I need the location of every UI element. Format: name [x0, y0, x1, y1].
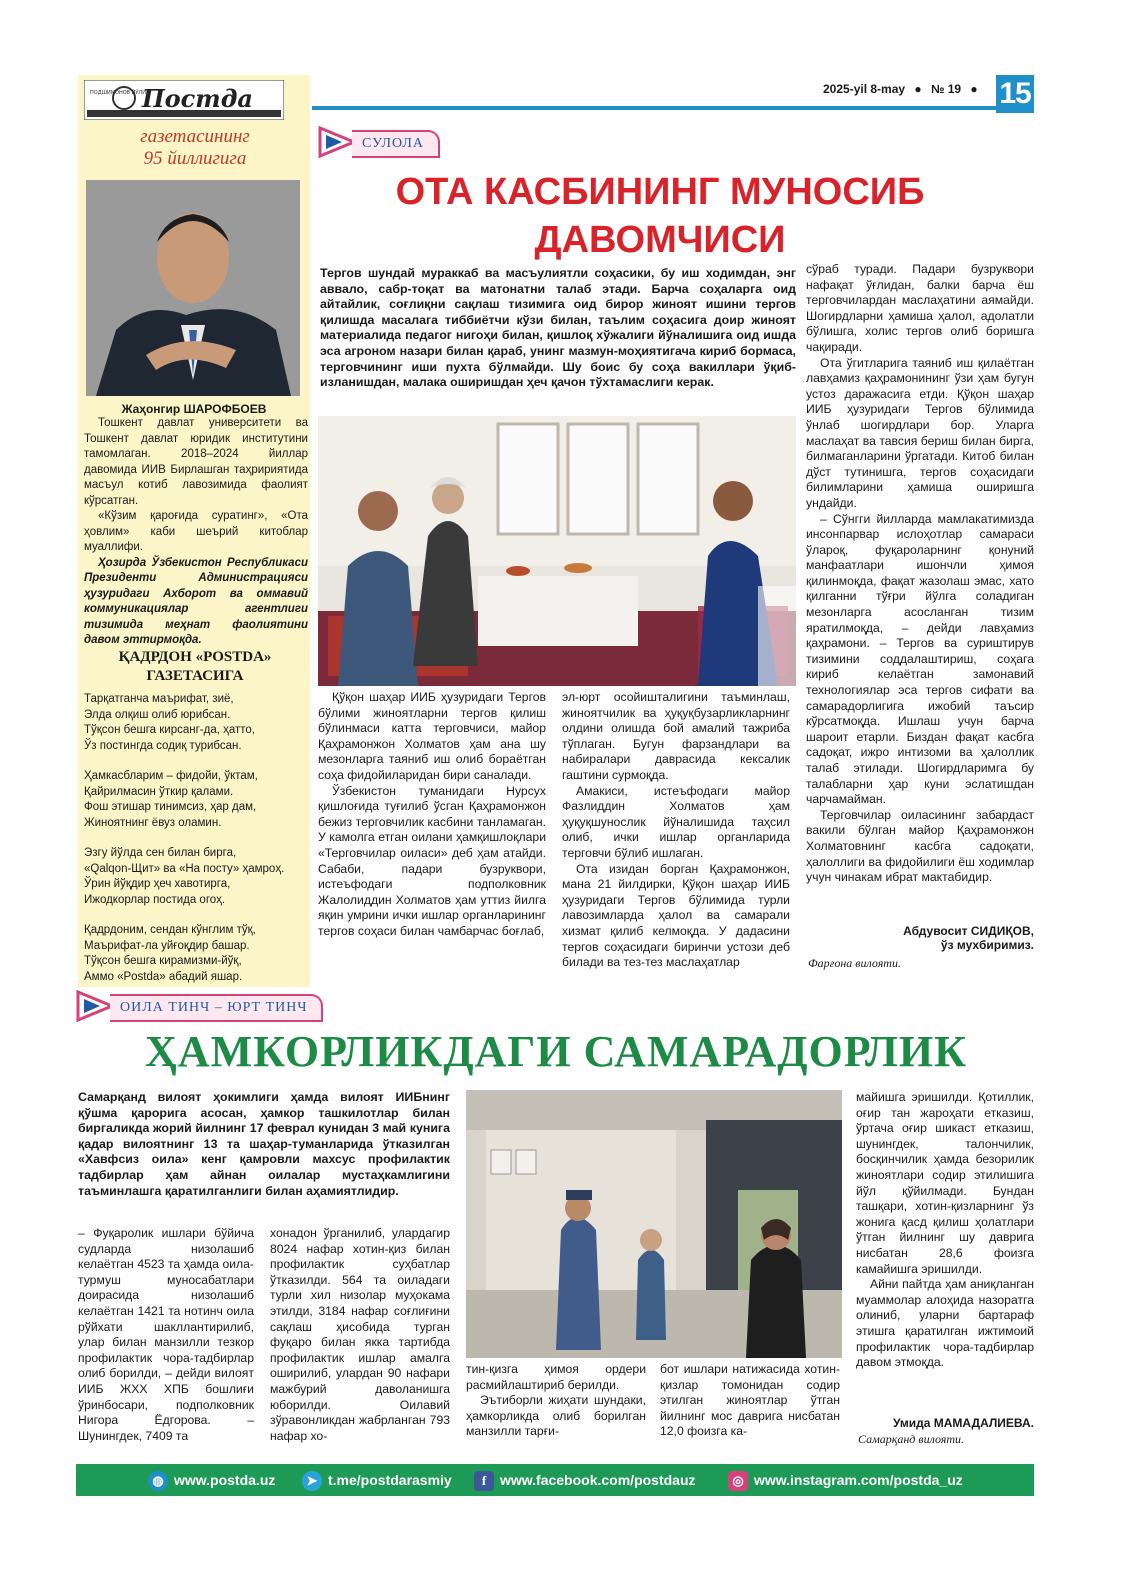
instagram-icon: ◎	[728, 1471, 748, 1491]
article1-photo	[318, 416, 796, 686]
logo-graphic	[84, 80, 284, 120]
article2-column-3	[466, 1362, 646, 1440]
poem-title-line: ГАЗЕТАСИГА	[146, 668, 244, 684]
article1-column-2	[562, 690, 790, 971]
footer-telegram-text: t.me/postdarasmiy	[328, 1472, 452, 1488]
bullet-icon: ●	[970, 82, 978, 96]
article2-location: Самарқанд вилояти.	[858, 1432, 965, 1446]
paragraph: сўраб туради. Падари бузруквори нафақат ўғлидан, балки барча ёш терговчилардан маслаҳатини аямайди. Шогирдларни ҳамиша ҳалол, адолатли бўлишга, холис тергов олиб боришга чақиради.	[806, 262, 1034, 354]
article1-byline	[806, 924, 1034, 952]
person-bio	[84, 416, 308, 649]
paragraph: Қўқон шаҳар ИИБ ҳузуридаги Тергов бўлими жиноятларни тергов қилиш бўлинмаси катта терговчиси, майор Қаҳрамонжон Холматов ҳам ана шу мезонларга таяниб иш олиб бораётган соҳа фидойиларидан бири саналади.	[318, 690, 546, 782]
footer-telegram-link[interactable]	[302, 1469, 452, 1491]
poem-line: Фош этишар тинимсиз, ҳар дам,	[84, 801, 257, 813]
poem-title	[84, 648, 306, 686]
sidebar-subtitle	[84, 126, 306, 170]
footer-facebook-text: www.facebook.com/postdauz	[500, 1472, 696, 1488]
paragraph: Ўзбекистон туманидаги Нурсух қишлоғида туғилиб ўсган Қаҳрамонжон бежиз терговчилик касбини танламаган. У камолга етган оилани ҳамқишлоқлари «Терговчилар оиласи» деб ҳам атайди. Сабаби, падари бузруквори, истеъфодаги подполковник Жалолиддин Холматов ҳам уттиз йилга яқин умрини ички ишлар органларининг тергов соҳаси билан чамбарчас боғлаб,	[318, 783, 546, 938]
paragraph: Ота ўгитларига таяниб иш қилаётган лавҳамиз қаҳрамонининг ўзи ҳам бугун устоз даражасига етди. Қўқон шаҳар ИИБ ҳузуридаги Тергов бўлимида ўнлаб шогирдлари бор. Уларга маслаҳат ва тавсия бериш билан бирга, билмаганларини ўргатади. Китоб билан дўст тутинишга, тергов соҳасидаги билимларини ҳамиша оширишга ундайди.	[806, 355, 1034, 510]
headline-line: ОТА КАСБИНИНГ МУНОСИБ	[395, 171, 925, 213]
header-rule	[312, 106, 997, 110]
article1-headline	[320, 168, 1000, 264]
footer-facebook-link[interactable]	[474, 1469, 696, 1491]
person-name: Жаҳонгир ШАРОФБОЕВ	[121, 402, 267, 416]
article2-byline	[856, 1416, 1034, 1430]
bullet-icon: ●	[914, 82, 922, 96]
poem-line: Ҳамкасбларим – фидойи, ўктам,	[84, 770, 258, 782]
poem-stanza	[84, 769, 308, 831]
poem-line: Ижодкорлар постида огоҳ.	[84, 893, 226, 906]
article1-column-3	[806, 262, 1034, 886]
footer-bar	[76, 1464, 1034, 1496]
poem-line: Маърифат-ла уйғоқдир башар.	[84, 939, 250, 952]
poem-line: Элда олқиш олиб юрибсан.	[84, 708, 231, 721]
article2-column-2: хонадон ўрганилиб, улардагир 8024 нафар хотин-қиз билан профилактик суҳбатлар ўтказилди. 564 та оиладаги турли хил низолар муҳокама этилди, 3184 нафар соғлиғини сақлаш ҳисобида турган фуқаро билан якка тартибда профилактик ишлар амалга оширилиб, улардан 90 нафари мажбурий даволанишга юборилди. Оилавий зўравонликдан жабрланган 793 нафар хо-	[270, 1226, 450, 1443]
page-number: 15	[996, 75, 1034, 113]
paragraph: Амакиси, истеъфодаги майор Фазлиддин Холматов ҳам ҳуқуқшунослик йўналишида таҳсил олиб, ички ишлар органларида терговчи бўлиб ишлаган.	[562, 783, 790, 860]
svg-text:Постда: Постда	[142, 84, 253, 113]
article2-column-4: бот ишлари натижасида хотин-қизлар томонидан содир этилган жиноятлар ўтган йилнинг мос даврига нисбатан 12,0 фоизга ка-	[660, 1362, 840, 1439]
facebook-icon: f	[474, 1471, 494, 1491]
article1-location: Фарғона вилояти.	[808, 956, 901, 970]
poem-line: Аммо «Postda» абадий яшар.	[84, 970, 243, 983]
poem-line: «Qalqon-Щит» ва «На посту» ҳамроҳ.	[84, 862, 285, 875]
article2-headline: ҲАМКОРЛИКДАГИ САМАРАДОРЛИК	[145, 1027, 967, 1076]
poem-stanza	[84, 846, 308, 908]
globe-icon: ◍	[148, 1471, 168, 1491]
bio-paragraph: Тошкент давлат университети ва Тошкент давлат юридик институтини тамомлаган. 2018–2024 йиллар давомида ИИВ Бирлашган таҳририятида масъул котиб лавозимида фаолият кўрсатган.	[84, 417, 308, 507]
rubric-sulola	[318, 126, 518, 156]
poem-line: Ўз постингда содиқ турибсан.	[84, 739, 242, 752]
article1-lead: Тергов шундай мураккаб ва масъулиятли соҳасики, бу иш ходимдан, энг аввало, сабр-тоқат ва матонатни талаб этади. Барча соҳаларга оид айтайлик, соғлиқни сақлаш тизимига оид бирор жиноят ишини тергов қилишда масалага тиббиётчи кўзи билан, таълим соҳасига доир жиноят материалида педагог нигоҳи билан, қишлоқ хўжалиги йўналишига оид ишда эса агроном назари билан қараб, унинг мазмун-моҳиятигача кириб бормаса, терговчининг иши пухта бўлмайди. Шу боис бу соҳа вакиллари ўқиб-изланишдан, малака оширишдан ҳеч қачон тўхтамаслиги керак.	[320, 266, 796, 390]
poem-line: Тарқатганча маърифат, зиё,	[84, 693, 234, 705]
poem-stanza	[84, 923, 308, 985]
poem	[84, 692, 308, 1000]
issue-dateline	[820, 82, 981, 96]
paragraph: Эътиборли жиҳати шундаки, ҳамкорликда олиб борилган манзилли тарғи-	[466, 1393, 646, 1439]
article2-column-5	[856, 1090, 1034, 1371]
newspaper-logo	[84, 80, 284, 120]
poem-line: Тўқсон бешга кирсанг-да, ҳатто,	[84, 724, 255, 736]
subtitle-line: газетасининг	[140, 126, 250, 147]
article2-photo	[466, 1090, 842, 1358]
paragraph: эл-юрт осойишталигини таъминлаш, жиноятчилик ва ҳуқуқбузарликларнинг олдини олишда бой амалий тажриба тўплаган. Бугун фарзандлари ва набиралари даврасида кексалик гаштини сурмоқда.	[562, 690, 790, 782]
footer-instagram-text: www.instagram.com/postda_uz	[754, 1472, 963, 1488]
poem-title-line: ҚАДРДОН «POSTDA»	[118, 649, 272, 665]
poem-line: Қайрилмасин ўткир қалами.	[84, 785, 234, 798]
article2-column-1: – Фуқаролик ишлари бўйича судларда низолашиб келаётган 4523 та ҳамда оила-турмуш муносабатлари доирасида низолашиб келаётган 1421 та нотинч оила рўйхати шакллантирилиб, улар билан манзилли тезкор профилактик чора-тадбирлар олиб борилди, – дейди вилоят ИИБ ЖХХ ХПБ бошлиғи ўринбосари, подполковник Нигора Ёдгорова. – Шунингдек, 7409 та	[78, 1226, 254, 1443]
footer-website-text: www.postda.uz	[174, 1472, 276, 1488]
headline-line: ДАВОМЧИСИ	[534, 219, 786, 261]
paragraph: Терговчилар оиласининг забардаст вакили бўлган майор Қаҳрамонжон Холматовнинг касбга садоқати, ҳалоллиги ва фидойилиги ёш ходимлар учун чинакам ибрат мактабидир.	[806, 807, 1034, 885]
poem-stanza	[84, 692, 308, 754]
article1-column-1	[318, 690, 546, 940]
author-name: Абдувосит СИДИҚОВ,	[903, 924, 1034, 938]
footer-website-link[interactable]	[148, 1469, 275, 1491]
footer-instagram-link[interactable]	[728, 1469, 963, 1491]
rubric-label: СУЛОЛА	[352, 130, 440, 158]
author-name: Умида МАМАДАЛИЕВА.	[893, 1416, 1034, 1430]
bio-paragraph-bold: Ҳозирда Ўзбекистон Республикаси Президенти Администрацияси ҳузуридаги Ахборот ва оммавий коммуникациялар агентлиги тизимида меҳнат фаолиятини давом эттирмоқда.	[84, 556, 308, 646]
rubric-label: ОИЛА ТИНЧ – ЮРТ ТИНЧ	[110, 994, 323, 1022]
author-role: ўз мухбиримиз.	[940, 938, 1034, 952]
subtitle-line: 95 йиллигига	[143, 148, 247, 169]
paragraph: тин-қизга ҳимоя ордери расмийлаштириб берилди.	[466, 1362, 646, 1392]
poem-line: Эзгу йўлда сен билан бирга,	[84, 847, 237, 859]
issue-number: № 19	[931, 82, 962, 96]
bio-paragraph: «Кўзим қароғида суратинг», «Ота ҳовлим» каби шеърий китоблар муаллифи.	[84, 510, 308, 553]
poem-line: Қадрдоним, сендан кўнглим тўқ,	[84, 924, 256, 936]
poem-line: Жиноятнинг ёвуз оламин.	[84, 816, 222, 829]
portrait-photo	[86, 180, 300, 396]
paragraph: Айни пайтда ҳам аниқланган муаммолар алоҳида назоратга олиниб, уларни бартараф этишга қаратилган ижтимоий профилактик чора-тадбирлар давом этмоқда.	[856, 1277, 1034, 1370]
article2-lead: Самарқанд вилоят ҳокимлиги ҳамда вилоят ИИБнинг қўшма қарорига асосан, ҳамкор ташкилотлар билан биргаликда жорий йилнинг 17 феврал кунидан 3 май кунига қадар вилоятнинг 13 та шаҳар-туманларида ўтказилган «Хавфсиз оила» кенг қамровли махсус профилактик тадбирлар ҳам айнан оилалар мустаҳкамлигини таъминлашга қаратилганлиги билан аҳамиятлидир.	[78, 1090, 450, 1198]
paragraph: Ота изидан борган Қаҳрамонжон, мана 21 йилдирки, Қўқон шаҳар ИИБ ҳузуридаги Тергов бўлимида турли лавозимларда ҳалол ва самарали хизмат қилиб келмоқда. У дадасини тергов соҳасидаги биринчи устози деб билади ва тез-тез маслаҳатлар	[562, 861, 790, 970]
poem-line: Тўқсон бешга кирамизми-йўқ,	[84, 955, 242, 967]
rubric-oila	[76, 990, 366, 1020]
svg-text:ПОДШИМОНОВ ЙЎЛИ: ПОДШИМОНОВ ЙЎЛИ	[90, 90, 146, 96]
paragraph: майишга эришилди. Қотиллик, оғир тан жароҳати етказиш, ўртача оғир шикаст етказиш, шунингдек, талончилик, босқинчилик ҳамда безорилик жиноятлари содир этилишига йўл қўйилмади. Бундан ташқари, хотин-қизларнинг ўз жонига қасд қилиш ҳолатлари ўтган йилнинг шу даврига нисбатан 28,6 фоизга камайишга эришилди.	[856, 1090, 1034, 1276]
paragraph: – Сўнгги йилларда мамлакатимизда инсонпарвар ислоҳотлар самараси ўлароқ, фуқароларнинг қонуний манфаатлари ишончли ҳимоя қилинмоқда, фақат жазолаш эмас, хато қилганни тўғри йўлга соладиган мезонларга асосланган тизим яратилмоқда, – дейди лавҳамиз қаҳрамони. – Тергов ва суриштирув тизимини соддалаштириш, соҳага кириб келаётган замонавий технологиялар эса тергов сифати ва самарадорлигига ижобий таъсир кўрсатмоқда. Ишлаш учун барча шароит етарли. Биздан фақат касбга садоқат, ижро интизоми ва ҳалоллик талаб этилади. Шогирдларимга бу талабларни ҳар куни эслатишдан чарчамайман.	[806, 511, 1034, 807]
poem-line: Ўрин йўқдир ҳеч хавотирга,	[84, 878, 231, 890]
issue-date: 2025-yil 8-may	[823, 82, 906, 96]
telegram-icon: ➤	[302, 1471, 322, 1491]
